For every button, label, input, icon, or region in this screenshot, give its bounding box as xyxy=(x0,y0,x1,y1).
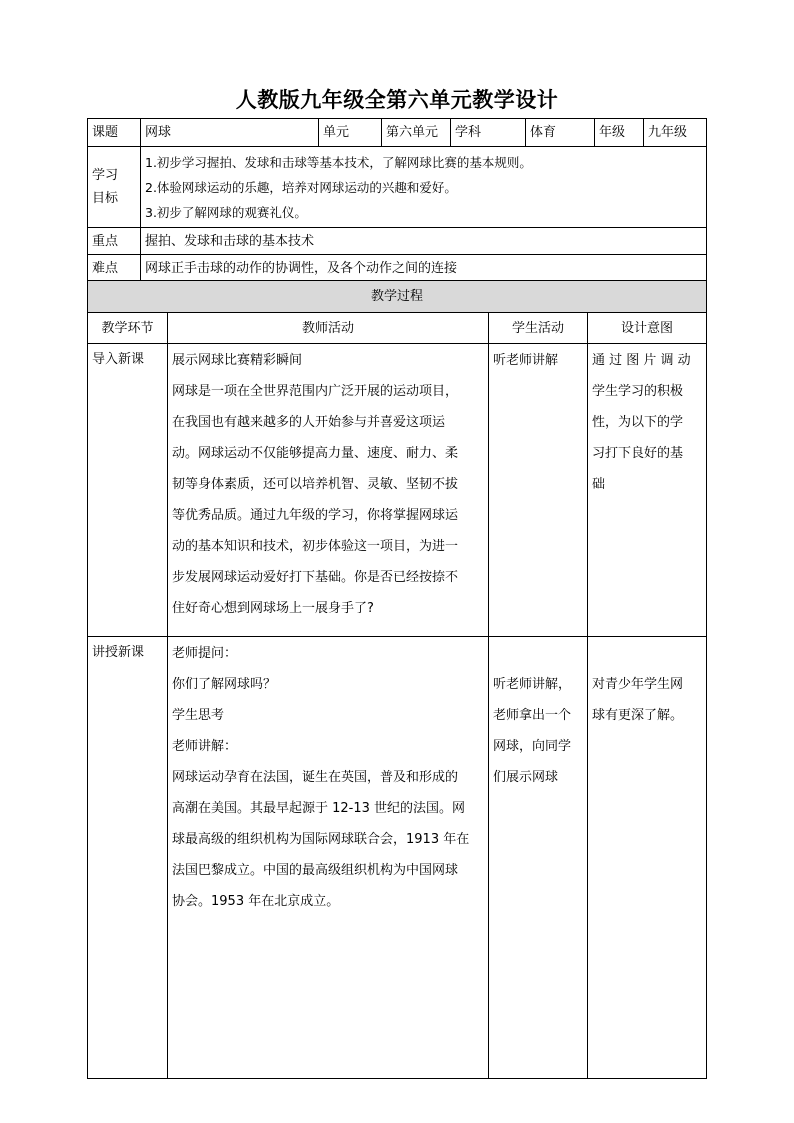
teacher-line: 动的基本知识和技术，初步体验这一项目，为进一 xyxy=(172,539,459,554)
intent-line: 习打下良好的基 xyxy=(592,446,684,461)
lesson-info-table xyxy=(87,118,707,282)
difficulty-label: 难点 xyxy=(88,255,141,282)
stage-cell: 讲授新课 xyxy=(88,637,168,1079)
teacher-line: 老师提问： xyxy=(172,646,238,661)
student-activity-cell xyxy=(489,344,588,637)
intent-line: 学生学习的积极 xyxy=(592,384,684,399)
intent-line: 通 过 图 片 调 动 xyxy=(592,353,691,368)
page-title: 人教版九年级全第六单元教学设计 xyxy=(235,88,559,112)
unit-label: 单元 xyxy=(319,119,382,147)
column-header-student: 学生活动 xyxy=(489,313,588,344)
teacher-line: 等优秀品质。通过九年级的学习，你将掌握网球运 xyxy=(172,508,459,523)
key-points-label: 重点 xyxy=(88,228,141,255)
key-points-value: 握拍、发球和击球的基本技术 xyxy=(141,228,707,255)
subject-value: 体育 xyxy=(526,119,595,147)
student-activity-cell xyxy=(489,637,588,1079)
design-intent-cell xyxy=(588,344,707,637)
student-line: 网球，向同学 xyxy=(493,739,572,754)
teacher-line: 在我国也有越来越多的人开始参与并喜爱这项运 xyxy=(172,415,446,430)
difficulty-value: 网球正手击球的动作的协调性，及各个动作之间的连接 xyxy=(141,255,707,282)
teacher-line: 球最高级的组织机构为国际网球联合会，1913 年在 xyxy=(172,832,470,847)
student-line xyxy=(493,638,583,669)
lesson-label: 课题 xyxy=(88,119,141,147)
subject-label: 学科 xyxy=(451,119,526,147)
table-row xyxy=(88,344,707,637)
teacher-line: 老师讲解： xyxy=(172,739,238,754)
intent-line: 球有更深了解。 xyxy=(592,708,684,723)
grade-label: 年级 xyxy=(595,119,644,147)
teacher-line: 展示网球比赛精彩瞬间 xyxy=(172,353,303,368)
design-intent-cell xyxy=(588,637,707,1079)
student-line: 老师拿出一个 xyxy=(493,708,572,723)
student-line: 听老师讲解， xyxy=(493,677,572,692)
column-header-teacher: 教师活动 xyxy=(168,313,489,344)
student-line: 们展示网球 xyxy=(493,770,559,785)
teacher-line: 步发展网球运动爱好打下基础。你是否已经按捺不 xyxy=(172,570,459,585)
table-row xyxy=(88,637,707,1079)
intent-line: 对青少年学生网 xyxy=(592,677,684,692)
goals-label-line-2: 目标 xyxy=(92,191,119,206)
teacher-line: 住好奇心想到网球场上一展身手了? xyxy=(172,601,374,616)
goals-content xyxy=(141,147,707,228)
grade-value: 九年级 xyxy=(644,119,707,147)
teacher-line: 韧等身体素质，还可以培养机智、灵敏、坚韧不拔 xyxy=(172,477,459,492)
teacher-activity-cell xyxy=(168,344,489,637)
teacher-line: 高潮在美国。其最早起源于 12-13 世纪的法国。网 xyxy=(172,801,466,816)
teaching-process-table xyxy=(87,280,707,1079)
teacher-line: 你们了解网球吗？ xyxy=(172,677,277,692)
intent-line: 性，为以下的学 xyxy=(592,415,684,430)
teacher-line: 法国巴黎成立。中国的最高级组织机构为中国网球 xyxy=(172,863,459,878)
stage-cell: 导入新课 xyxy=(88,344,168,637)
column-header-stage: 教学环节 xyxy=(88,313,168,344)
goals-label-line-1: 学习 xyxy=(92,168,119,183)
teacher-line: 协会。1953 年在北京成立。 xyxy=(172,894,340,909)
teacher-line: 网球运动孕育在法国，诞生在英国，普及和形成的 xyxy=(172,770,459,785)
goal-item: 2.体验网球运动的乐趣，培养对网球运动的兴趣和爱好。 xyxy=(145,179,457,195)
teacher-activity-cell xyxy=(168,637,489,1079)
unit-value: 第六单元 xyxy=(382,119,451,147)
intent-line xyxy=(592,638,702,669)
teacher-line: 学生思考 xyxy=(172,708,225,723)
teacher-line: 动。网球运动不仅能够提高力量、速度、耐力、柔 xyxy=(172,446,459,461)
column-header-intent: 设计意图 xyxy=(588,313,707,344)
intent-line: 础 xyxy=(592,477,606,492)
teacher-line: 网球是一项在全世界范围内广泛开展的运动项目， xyxy=(172,384,459,399)
goals-label xyxy=(88,147,141,228)
goal-item: 3.初步了解网球的观赛礼仪。 xyxy=(145,204,307,220)
process-header: 教学过程 xyxy=(88,281,707,313)
lesson-value: 网球 xyxy=(141,119,319,147)
goal-item: 1.初步学习握拍、发球和击球等基本技术，了解网球比赛的基本规则。 xyxy=(145,154,532,170)
student-line: 听老师讲解 xyxy=(493,353,559,368)
